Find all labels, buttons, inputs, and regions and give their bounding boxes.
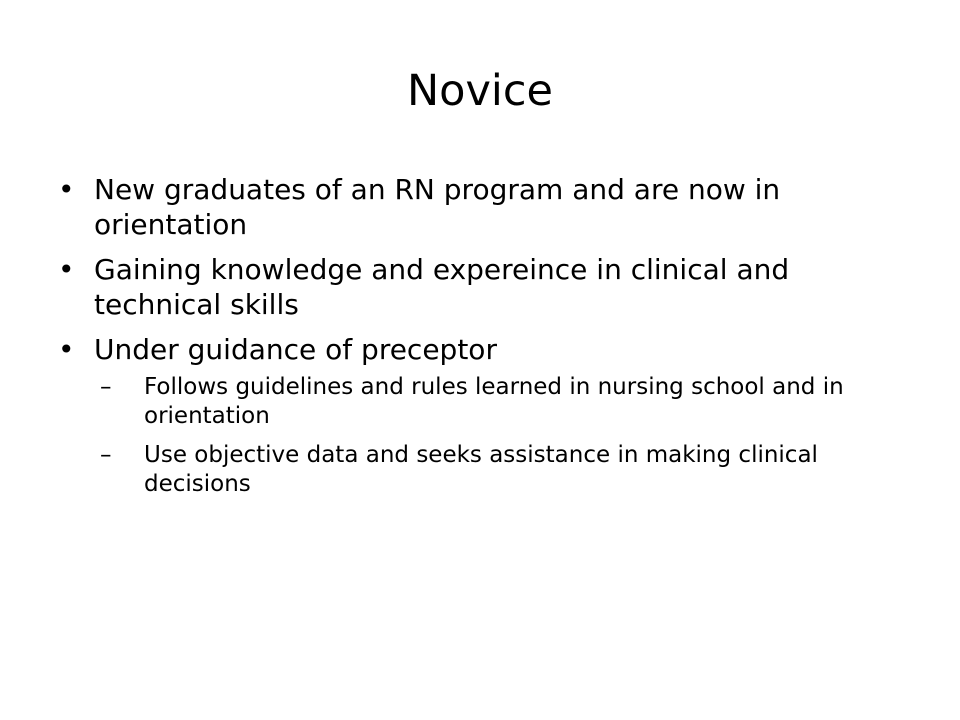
- sub-bullet-item: [100, 441, 924, 499]
- bullet-item: [58, 252, 908, 322]
- bullet-item: [58, 332, 908, 499]
- sub-bullet-text: Use objective data and seeks assistance in making clinical decisions: [144, 442, 818, 497]
- bullet-text: New graduates of an RN program and are now in orientation: [94, 173, 781, 241]
- dash-icon: –: [100, 374, 112, 400]
- sub-bullet-list: [94, 373, 908, 499]
- sub-bullet-item: [100, 373, 924, 431]
- dash-icon: –: [100, 442, 112, 468]
- sub-bullet-text: Follows guidelines and rules learned in nursing school and in orientation: [144, 374, 844, 429]
- bullet-dot-icon: •: [58, 173, 75, 206]
- bullet-list: [58, 172, 908, 509]
- bullet-dot-icon: •: [58, 253, 75, 286]
- bullet-item: [58, 172, 908, 242]
- bullet-text: Under guidance of preceptor: [94, 333, 497, 366]
- bullet-dot-icon: •: [58, 333, 75, 366]
- slide-title: Novice: [407, 66, 553, 116]
- bullet-text: Gaining knowledge and expereince in clinical and technical skills: [94, 253, 790, 321]
